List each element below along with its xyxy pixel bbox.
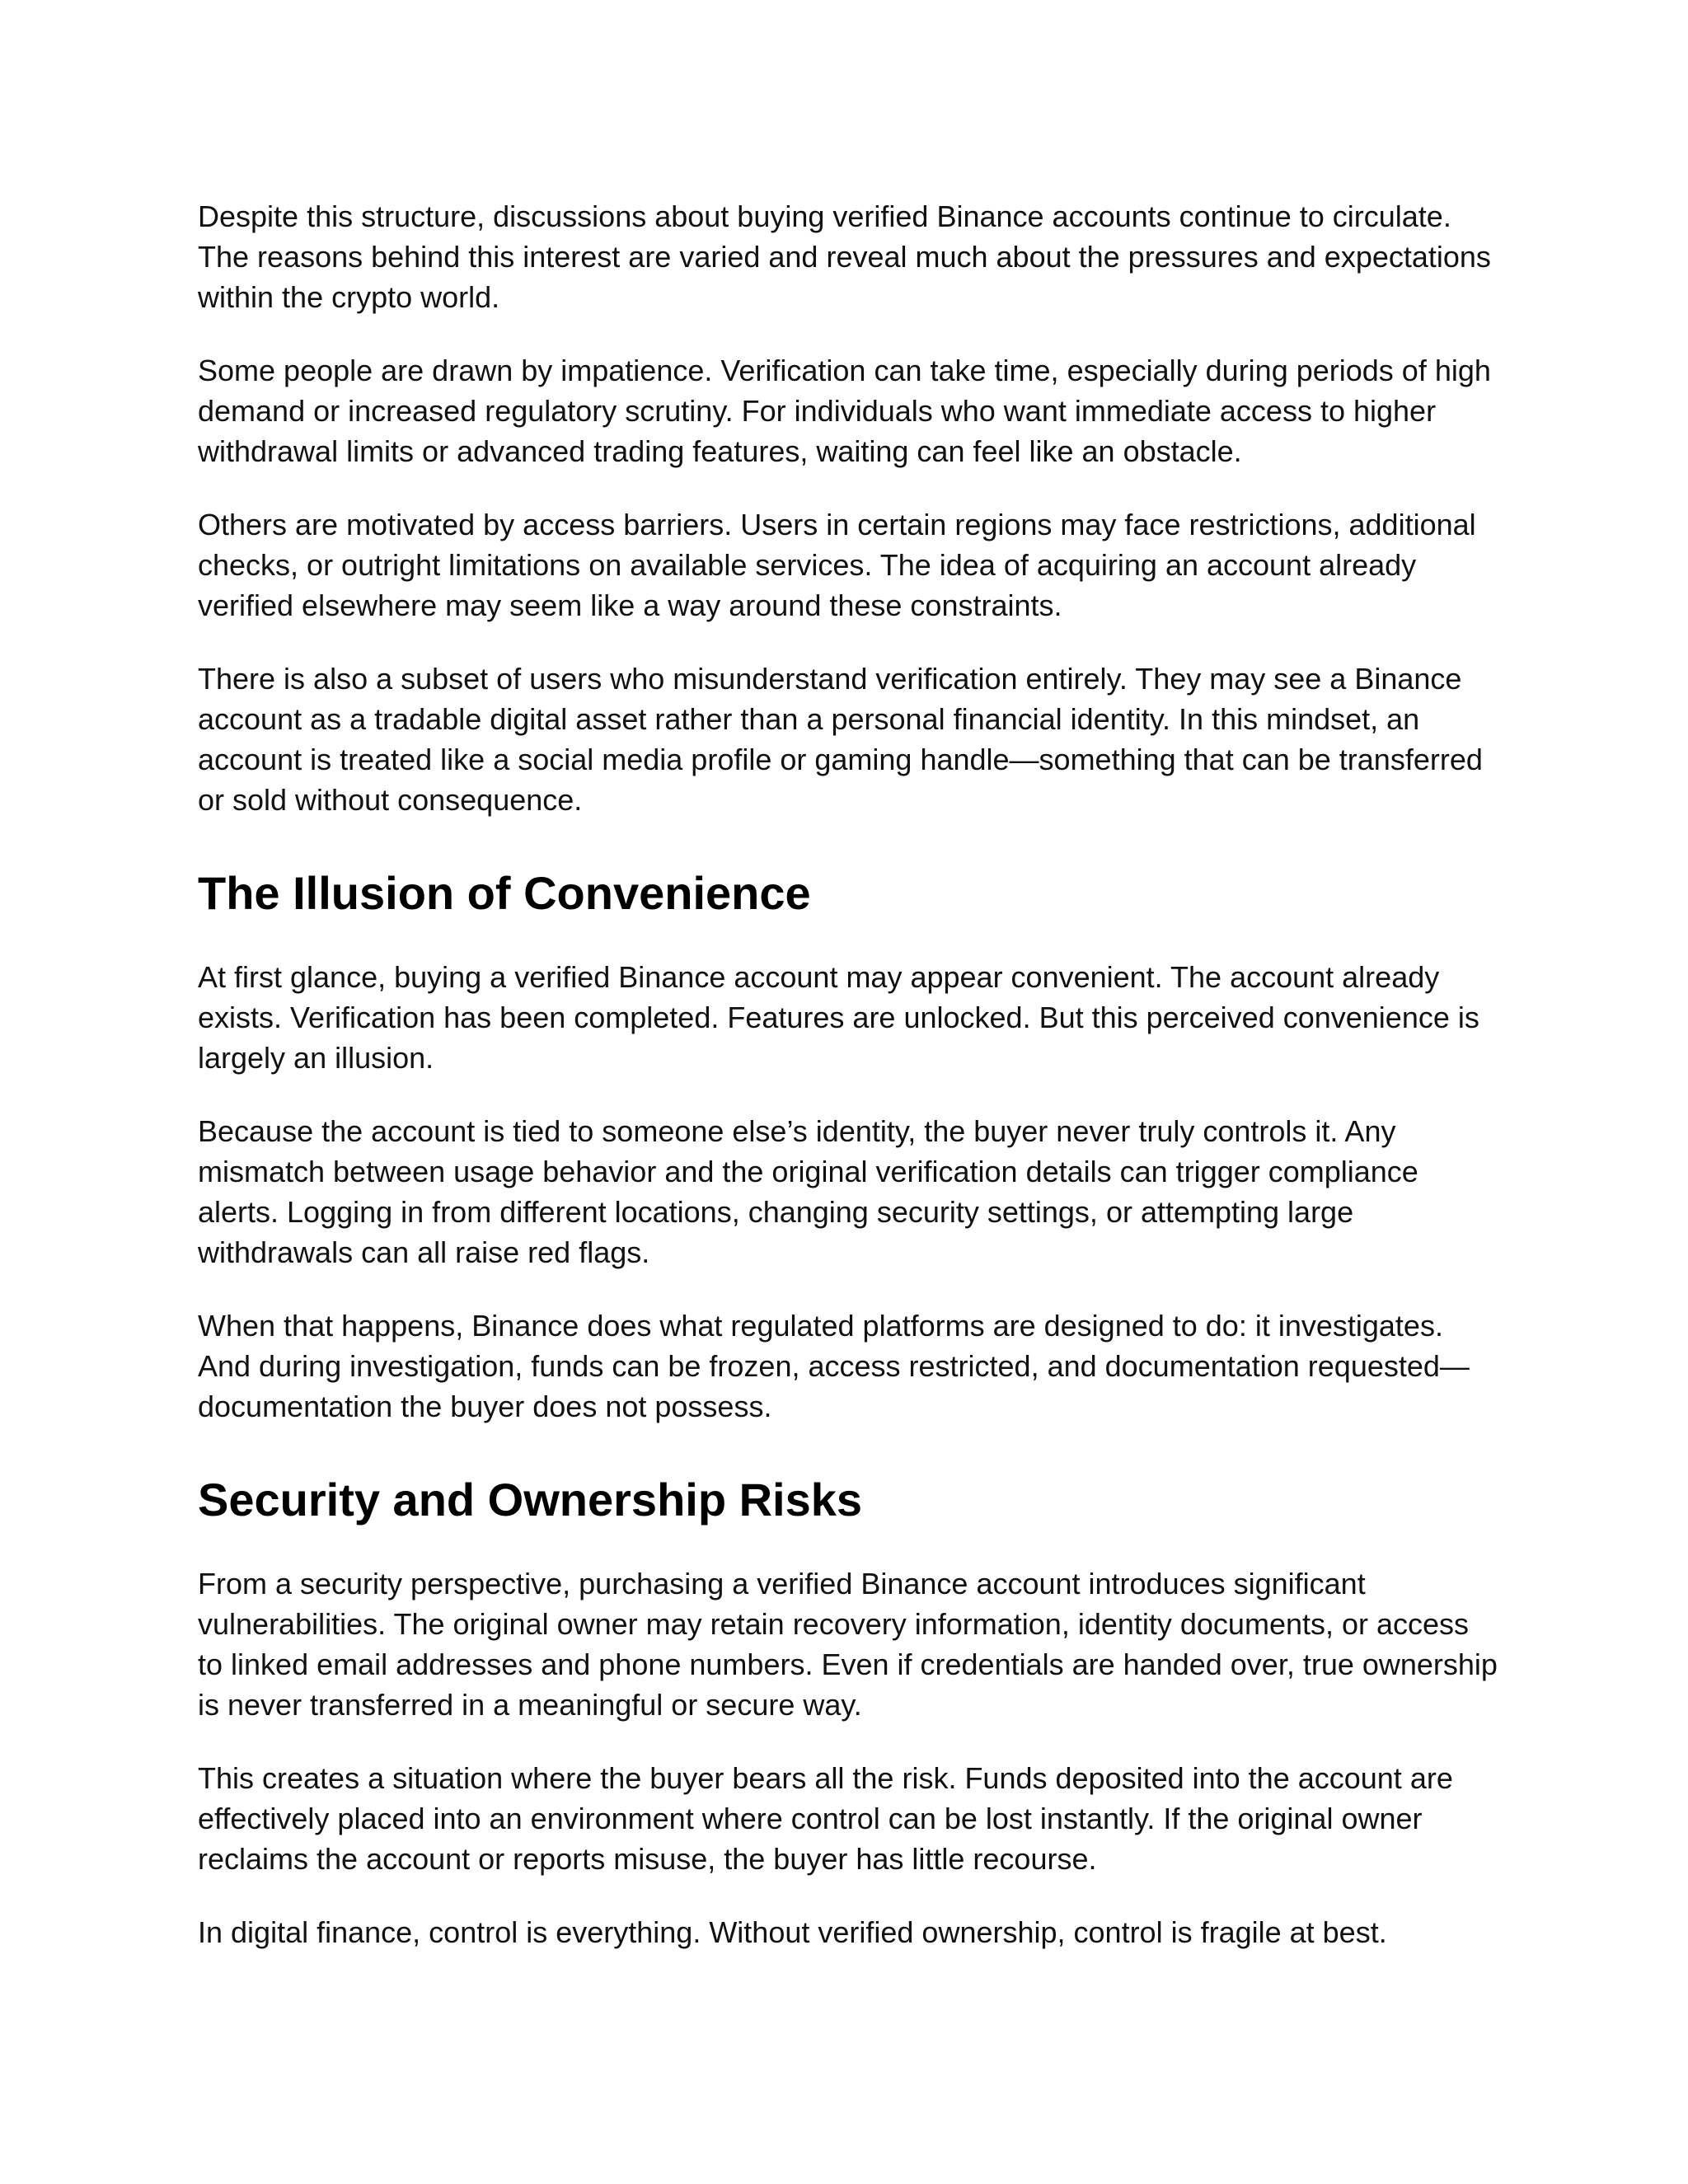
paragraph: Some people are drawn by impatience. Verification can take time, especially during periods of high demand or increased regulatory scrutiny. For individuals who want immediate access to higher withdrawal limits or advanced trading features, waiting can feel like an obstacle. (198, 354, 1491, 468)
section-security-and-ownership-risks (198, 1473, 1500, 1952)
paragraph: This creates a situation where the buyer bears all the risk. Funds deposited into the account are effectively placed into an environment where control can be lost instantly. If the original owner reclaims the account or reports misuse, the buyer has little recourse. (198, 1761, 1453, 1876)
section-intro (198, 196, 1500, 820)
section-heading: The Illusion of Convenience (198, 867, 811, 919)
paragraph: When that happens, Binance does what regulated platforms are designed to do: it investigates. And during investigation, funds can be frozen, access restricted, and documentation requested—documentation the buyer does not possess. (198, 1309, 1470, 1423)
section-heading: Security and Ownership Risks (198, 1474, 863, 1526)
paragraph: In digital finance, control is everything. Without verified ownership, control is fragile at best. (198, 1915, 1387, 1949)
document-page (198, 196, 1500, 1985)
paragraph: Despite this structure, discussions about buying verified Binance accounts continue to circulate. The reasons behind this interest are varied and reveal much about the pressures and expectations within the crypto world. (198, 199, 1491, 314)
paragraph: At first glance, buying a verified Binance account may appear convenient. The account already exists. Verification has been completed. Features are unlocked. But this perceived convenience is largely an illusion. (198, 960, 1479, 1075)
section-illusion-of-convenience (198, 866, 1500, 1427)
paragraph: Others are motivated by access barriers. Users in certain regions may face restrictions, additional checks, or outright limitations on available services. The idea of acquiring an account already verified elsewhere may seem like a way around these constraints. (198, 508, 1476, 622)
paragraph: Because the account is tied to someone else’s identity, the buyer never truly controls it. Any mismatch between usage behavior and the original verification details can trigger compliance alerts. Logging in from different locations, changing security settings, or attempting large withdrawals can all raise red flags. (198, 1114, 1418, 1269)
paragraph: There is also a subset of users who misunderstand verification entirely. They may see a Binance account as a tradable digital asset rather than a personal financial identity. In this mindset, an account is treated like a social media profile or gaming handle—something that can be transferred or sold without consequence. (198, 662, 1483, 817)
paragraph: From a security perspective, purchasing a verified Binance account introduces significant vulnerabilities. The original owner may retain recovery information, identity documents, or access to linked email addresses and phone numbers. Even if credentials are handed over, true ownership is never transferred in a meaningful or secure way. (198, 1567, 1498, 1722)
